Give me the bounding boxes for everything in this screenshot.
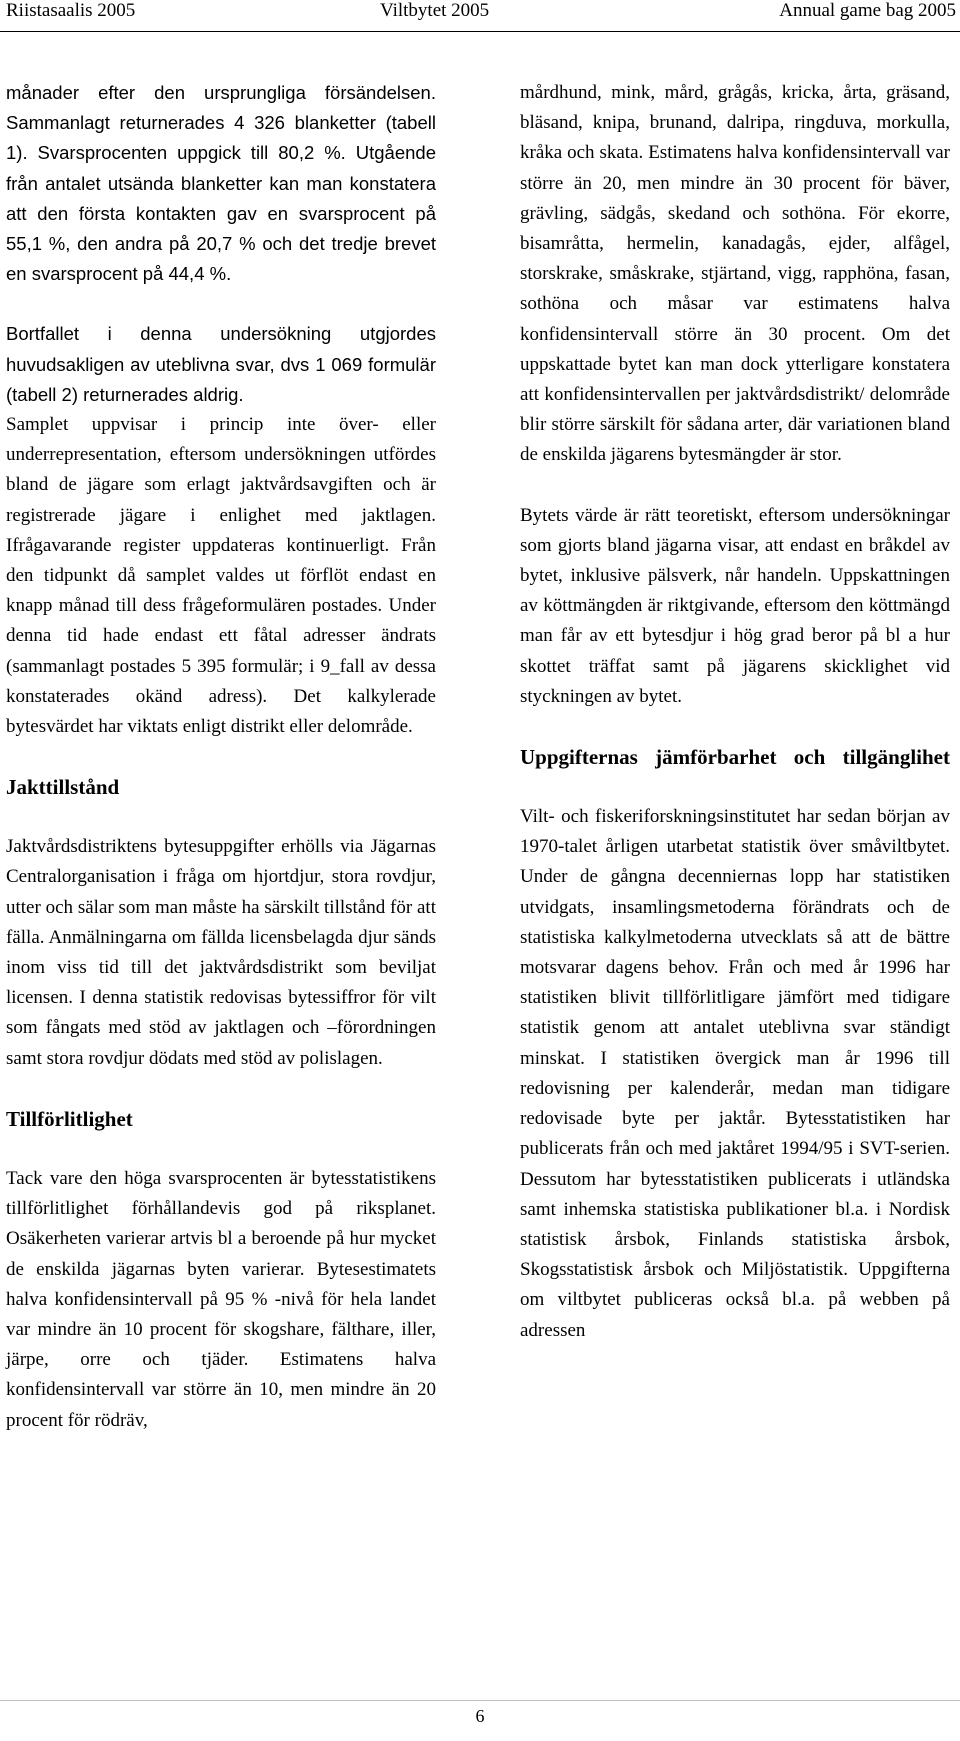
header-left-title: Riistasaalis 2005 <box>6 0 136 21</box>
paragraph: Samplet uppvisar i princip inte över- eller underrepresentation, eftersom undersökningen utfördes bland de jägare som erlagt jaktvårdsavgiften och är registrerade jägare i enlighet med jaktlagen. Ifrågavarande register uppdateras kontinuerligt. Från den tidpunkt då samplet valdes ut förflöt endast en knapp månad till dess frågeformulären postades. Under denna tid hade endast ett fåtal adresser ändrats (sammanlagt postades 5 395 formulär; i 9_fall av dessa konstaterades okänd adress). Det kalkylerade bytesvärdet har viktats enligt distrikt eller delområde. <box>6 414 436 738</box>
section-heading: Uppgifternas jämförbarhet och tillgänglihet <box>520 745 950 770</box>
section-heading: Tillförlitlighet <box>6 1106 133 1131</box>
section-heading: Jakttillstånd <box>6 775 120 800</box>
paragraph: Vilt- och fiskeriforskningsinstitutet har sedan början av 1970-talet årligen utarbetat statistik över småviltbytet. Under de gångna decenniernas lopp har statistiken utvidgats, insamlingsmetoderna förändrats och de statistiska kalkylmetoderna utvecklats så att de bättre motsvarar dagens behov. Från och med år 1996 har statistiken blivit tillförlitligare jämfört med tidigare statistik genom att antalet uteblivna svar ständigt minskat. I statistiken övergick man år 1996 till redovisning per kalenderår, medan man tidigare redovisade byte per jaktår. Bytesstatistiken har publicerats från och med jaktåret 1994/95 i SVT-serien. Dessutom har bytesstatistiken publicerats i utländska samt inhemska statistiska publikationer bl.a. i Nordisk statistisk årsbok, Finlands statistiska årsbok, Skogsstatistisk årsbok och Miljöstatistik. Uppgifterna om viltbytet publiceras också bl.a. på webben på adressen <box>520 806 950 1341</box>
paragraph: Tack vare den höga svarsprocenten är bytesstatistikens tillförlitlighet förhållandevis god på riksplanet. Osäkerheten varierar artvis bl a beroende på hur mycket de enskilda jägarnas byten varierar. Bytesestimatets halva konfidensintervall på 95 % -nivå för hela landet var mindre än 10 procent för skogshare, fälthare, iller, järpe, orre och tjäder. Estimatens halva konfidensintervall var större än 10, men mindre än 20 procent för rödräv, <box>6 1167 436 1431</box>
page-number: 6 <box>475 1706 485 1726</box>
paragraph: Bortfallet i denna undersökning utgjordes huvudsakligen av uteblivna svar, dvs 1 069 formulär (tabell 2) returnerades aldrig. <box>6 323 436 405</box>
header-divider <box>0 31 960 32</box>
running-header <box>0 0 960 36</box>
footer-divider <box>0 1700 960 1701</box>
header-center-title: Viltbytet 2005 <box>380 0 490 21</box>
paragraph: mårdhund, mink, mård, grågås, kricka, årta, gräsand, bläsand, knipa, brunand, dalripa, ringduva, morkulla, kråka och skata. Estimatens halva konfidensintervall var större än 20, men mindre än 30 procent för bäver, grävling, sädgås, skedand och sothöna. För ekorre, bisamråtta, hermelin, kanadagås, ejder, alfågel, storskrake, småskrake, stjärtand, vigg, rapphöna, fasan, sothöna och måsar var estimatens halva konfidensintervall större än 30 procent. Om det uppskattade bytet kan man dock ytterligare konstatera att konfidensintervallen per jaktvårdsdistrikt/ delområde blir större särskilt för sådana arter, där variationen bland de enskilda jägarens bytesmängder är stor. <box>520 82 950 466</box>
paragraph: månader efter den ursprungliga försändelsen. Sammanlagt returnerades 4 326 blanketter (tabell 1). Svarsprocenten uppgick till 80,2 %. Utgående från antalet utsända blanketter kan man konstatera att den första kontakten gav en svarsprocent på 55,1 %, den andra på 20,7 % och det tredje brevet en svarsprocent på 44,4 %. <box>6 82 436 285</box>
left-column <box>6 78 436 1436</box>
right-column <box>520 78 950 1346</box>
paragraph: Bytets värde är rätt teoretiskt, eftersom undersökningar som gjorts bland jägarna visar, att endast en bråkdel av bytet, inklusive pälsverk, når handeln. Uppskattningen av köttmängden är riktgivande, eftersom den köttmängd man får av ett bytesdjur i hög grad beror på bl a hur skottet träffat samt på jägarens skicklighet vid styckningen av bytet. <box>520 504 950 707</box>
paragraph: Jaktvårdsdistriktens bytesuppgifter erhölls via Jägarnas Centralorganisation i fråga om hjortdjur, stora rovdjur, utter och sälar som man måste ha särskilt tillstånd för att fälla. Anmälningarna om fällda licensbelagda djur sänds inom viss tid till det jaktvårdsdistrikt som beviljat licensen. I denna statistik redovisas bytessiffror för vilt som fångats med stöd av jaktlagen och –förordningen samt stora rovdjur dödats med stöd av polislagen. <box>6 836 436 1069</box>
header-right-title: Annual game bag 2005 <box>779 0 956 21</box>
